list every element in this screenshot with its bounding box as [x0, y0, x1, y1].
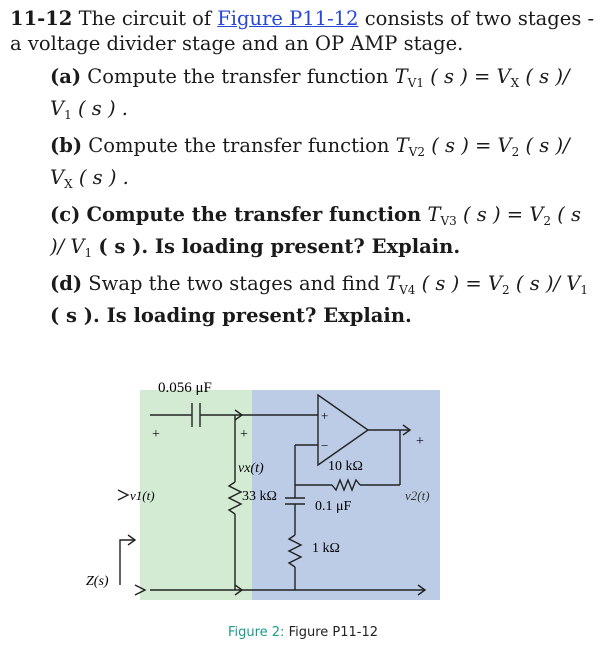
part-c-rest: ( s )/ V: [50, 203, 582, 258]
part-d-end: ( s ). Is loading present? Explain.: [50, 304, 412, 327]
problem-intro-after: consists of two stages - a voltage divider stage and an OP AMP stage.: [10, 7, 595, 55]
figure-link[interactable]: Figure P11-12: [217, 7, 359, 30]
part-a-label: (a): [50, 65, 82, 88]
part-c-rest-sub: 1: [84, 246, 93, 260]
part-b: [50, 133, 595, 197]
part-c-lhs-sub: V3: [440, 214, 457, 228]
plus-left: +: [152, 427, 160, 442]
plus-mid: +: [240, 427, 248, 442]
part-c: [50, 202, 595, 266]
part-a: [50, 64, 595, 128]
figure-caption: [0, 625, 606, 640]
vx-label: vx(t): [238, 461, 264, 476]
part-d-lhs: T: [386, 272, 400, 295]
part-d-v-sub: 2: [502, 283, 510, 297]
part-d-rest-sub: 1: [580, 283, 589, 297]
problem-statement: [10, 6, 600, 56]
r3-label: 1 kΩ: [312, 541, 340, 556]
input-arrow-v1: [118, 490, 128, 500]
problem-intro-before: The circuit of: [78, 7, 212, 30]
caption-text: Figure P11-12: [288, 625, 379, 640]
z-label: Z(s): [86, 574, 109, 589]
part-b-rest: ( s )/ V: [50, 134, 570, 189]
part-c-text: Compute the transfer function: [86, 203, 422, 226]
part-b-lhs-sub: V2: [408, 145, 425, 159]
part-c-lhs: T: [427, 203, 441, 226]
part-c-label: (c): [50, 203, 81, 226]
impedance-arrow-line: [120, 540, 135, 585]
circuit-diagram: [80, 370, 510, 610]
minus-opamp: −: [321, 438, 329, 453]
part-b-rest-sub: X: [64, 177, 73, 191]
part-a-end: ( s ) .: [77, 97, 128, 120]
circuit-figure: [80, 370, 510, 610]
c2-label: 0.1 μF: [315, 499, 352, 514]
caption-label: Figure 2:: [227, 625, 285, 640]
part-b-end: ( s ) .: [78, 166, 129, 189]
part-b-text: Compute the transfer function: [88, 134, 390, 157]
cap-label: 0.056 μF: [158, 380, 212, 396]
part-a-eq: ( s ) = V: [430, 65, 511, 88]
part-d-eq: ( s ) = V: [421, 272, 503, 295]
r2-label: 10 kΩ: [328, 459, 363, 474]
part-d-text: Swap the two stages and find: [88, 272, 380, 295]
part-b-lhs: T: [395, 134, 409, 157]
part-c-v-sub: 2: [543, 214, 552, 228]
plus-right: +: [416, 434, 424, 449]
part-a-rest-sub: 1: [64, 108, 72, 122]
part-c-eq: ( s ) = V: [462, 203, 544, 226]
part-d-rest: ( s )/ V: [515, 272, 581, 295]
part-c-end: ( s ). Is loading present? Explain.: [98, 235, 461, 258]
plus-opamp: +: [321, 408, 329, 423]
part-a-rest: ( s )/ V: [50, 65, 570, 120]
r1-label: 33 kΩ: [242, 489, 277, 504]
v1-label: v1(t): [130, 488, 155, 503]
part-d-lhs-sub: V4: [399, 283, 416, 297]
v2-label: v2(t): [405, 488, 430, 503]
part-a-lhs: T: [394, 65, 408, 88]
part-b-eq: ( s ) = V: [431, 134, 512, 157]
part-d: [50, 271, 595, 328]
part-a-lhs-sub: V1: [407, 76, 424, 90]
problem-number: 11-12: [10, 7, 73, 30]
part-a-text: Compute the transfer function: [87, 65, 389, 88]
part-d-label: (d): [50, 272, 83, 295]
part-b-label: (b): [50, 134, 83, 157]
part-a-v-sub: X: [510, 76, 520, 90]
part-b-v-sub: 2: [511, 145, 520, 159]
